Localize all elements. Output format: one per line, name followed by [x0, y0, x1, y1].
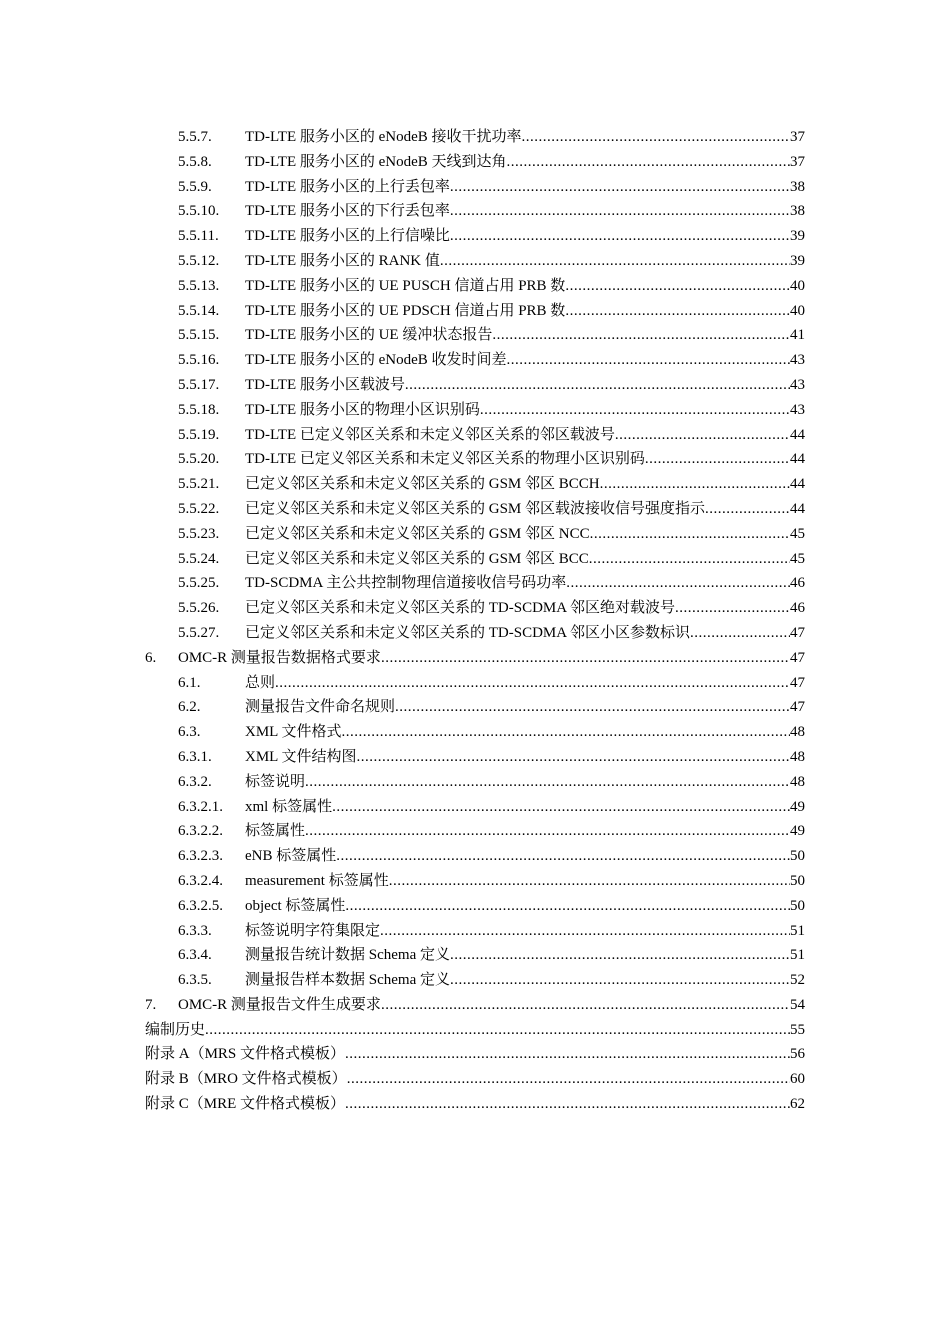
- toc-entry-title: 总则: [245, 674, 276, 691]
- toc-entry-body: [145, 1018, 805, 1043]
- toc-entry[interactable]: [0, 398, 950, 423]
- toc-entry-page-number: 46: [790, 600, 805, 617]
- toc-entry-number: 5.5.16.: [178, 352, 220, 369]
- toc-entry-page-number: 55: [790, 1021, 805, 1038]
- toc-entry-title: XML 文件结构图: [245, 748, 357, 765]
- dot-leader: [566, 571, 790, 596]
- toc-entry-page-number: 51: [790, 947, 805, 964]
- toc-entry[interactable]: [0, 571, 950, 596]
- dot-leader: [345, 1042, 790, 1067]
- dot-leader: [565, 274, 790, 299]
- toc-entry[interactable]: [0, 423, 950, 448]
- toc-entry[interactable]: [0, 472, 950, 497]
- toc-entry-page-number: 48: [790, 724, 805, 741]
- toc-entry-body: [245, 547, 805, 572]
- toc-entry-body: [245, 299, 805, 324]
- toc-entry-body: [245, 175, 805, 200]
- toc-entry-page-number: 44: [790, 426, 805, 443]
- toc-entry-number: 6.3.2.2.: [178, 823, 223, 840]
- toc-entry-title: xml 标签属性: [245, 798, 333, 815]
- toc-entry-number: 5.5.17.: [178, 376, 220, 393]
- toc-entry[interactable]: [0, 621, 950, 646]
- toc-entry[interactable]: [0, 1042, 950, 1067]
- toc-entry-body: [245, 423, 805, 448]
- toc-entry-title: 附录 B（MRO 文件格式模板）: [145, 1071, 347, 1088]
- toc-entry-number: 6.3.2.1.: [178, 798, 223, 815]
- toc-entry[interactable]: [0, 547, 950, 572]
- toc-entry[interactable]: [0, 1018, 950, 1043]
- toc-entry-number: 5.5.23.: [178, 525, 220, 542]
- toc-entry-number: 7.: [145, 996, 157, 1013]
- dot-leader: [450, 943, 790, 968]
- toc-entry-title: 已定义邻区关系和未定义邻区关系的 GSM 邻区 NCC: [245, 525, 590, 542]
- toc-entry-number: 5.5.25.: [178, 575, 220, 592]
- toc-entry-title: TD-LTE 服务小区的 UE PUSCH 信道占用 PRB 数: [245, 277, 566, 294]
- toc-entry[interactable]: [0, 447, 950, 472]
- dot-leader: [345, 894, 790, 919]
- toc-entry-body: [245, 125, 805, 150]
- toc-entry-page-number: 50: [790, 897, 805, 914]
- toc-entry-page-number: 47: [790, 649, 805, 666]
- toc-entry-body: [245, 894, 805, 919]
- dot-leader: [380, 919, 790, 944]
- toc-entry-number: 6.3.3.: [178, 922, 212, 939]
- toc-entry[interactable]: [0, 943, 950, 968]
- dot-leader: [705, 497, 790, 522]
- toc-entry-title: 测量报告样本数据 Schema 定义: [245, 972, 450, 989]
- toc-entry-body: [245, 943, 805, 968]
- toc-entry-body: [245, 869, 805, 894]
- toc-entry-number: 6.3.2.: [178, 773, 212, 790]
- toc-entry-title: OMC-R 测量报告文件生成要求: [178, 996, 381, 1013]
- toc-entry-page-number: 37: [790, 129, 805, 145]
- toc-entry-number: 6.3.2.3.: [178, 848, 223, 865]
- toc-entry-title: TD-SCDMA 主公共控制物理信道接收信号码功率: [245, 575, 567, 592]
- toc-entry-number: 5.5.10.: [178, 203, 220, 220]
- toc-entry-page-number: 38: [790, 178, 805, 195]
- toc-entry-body: [245, 199, 805, 224]
- toc-entry-body: [245, 844, 805, 869]
- toc-entry-page-number: 39: [790, 252, 805, 269]
- toc-entry-body: [245, 398, 805, 423]
- toc-entry-number: 5.5.24.: [178, 550, 220, 567]
- toc-entry-body: [245, 447, 805, 472]
- toc-entry-number: 6.2.: [178, 699, 201, 716]
- toc-entry-number: 5.5.21.: [178, 476, 220, 493]
- toc-entry-page-number: 48: [790, 748, 805, 765]
- toc-entry-title: TD-LTE 服务小区的 eNodeB 接收干扰功率: [245, 129, 522, 145]
- toc-entry[interactable]: [0, 125, 950, 150]
- toc-entry-title: TD-LTE 服务小区的 UE 缓冲状态报告: [245, 327, 493, 344]
- toc-entry-number: 5.5.9.: [178, 178, 212, 195]
- toc-entry-number: 5.5.18.: [178, 401, 220, 418]
- toc-entry-page-number: 49: [790, 823, 805, 840]
- toc-entry[interactable]: [0, 596, 950, 621]
- toc-entry-number: 5.5.11.: [178, 228, 219, 245]
- toc-entry-page-number: 44: [790, 476, 805, 493]
- toc-entry-page-number: 62: [790, 1096, 805, 1113]
- toc-entry-title: TD-LTE 已定义邻区关系和未定义邻区关系的物理小区识别码: [245, 451, 645, 468]
- toc-entry-body: [245, 919, 805, 944]
- toc-entry[interactable]: [0, 522, 950, 547]
- toc-entry-body: [245, 596, 805, 621]
- toc-entry-page-number: 48: [790, 773, 805, 790]
- toc-entry-title: 测量报告统计数据 Schema 定义: [245, 947, 450, 964]
- toc-entry-page-number: 37: [790, 153, 805, 170]
- toc-entry[interactable]: [0, 919, 950, 944]
- toc-entry[interactable]: [0, 770, 950, 795]
- toc-entry-body: [245, 373, 805, 398]
- toc-entry-title: 标签属性: [245, 823, 306, 840]
- dot-leader: [332, 795, 790, 820]
- toc-entry[interactable]: [0, 373, 950, 398]
- dot-leader: [589, 547, 790, 572]
- dot-leader: [381, 646, 790, 671]
- toc-entry-number: 5.5.15.: [178, 327, 220, 344]
- dot-leader: [395, 695, 790, 720]
- toc-entry-title: TD-LTE 服务小区的 eNodeB 天线到达角: [245, 153, 507, 170]
- dot-leader: [305, 770, 790, 795]
- dot-leader: [675, 596, 790, 621]
- toc-entry-body: [245, 323, 805, 348]
- toc-entry-title: TD-LTE 服务小区的物理小区识别码: [245, 401, 480, 418]
- toc-entry-page-number: 47: [790, 699, 805, 716]
- dot-leader: [565, 299, 790, 324]
- toc-entry[interactable]: [0, 249, 950, 274]
- toc-entry-page-number: 54: [790, 996, 805, 1013]
- toc-entry-number: 6.3.5.: [178, 972, 212, 989]
- toc-entry-number: 5.5.7.: [178, 129, 212, 145]
- dot-leader: [205, 1018, 790, 1043]
- toc-entry[interactable]: [0, 1067, 950, 1092]
- toc-entry-number: 5.5.22.: [178, 500, 220, 517]
- toc-entry-title: 已定义邻区关系和未定义邻区关系的 GSM 邻区 BCCH: [245, 476, 600, 493]
- toc-entry[interactable]: [0, 819, 950, 844]
- toc-entry-body: [245, 249, 805, 274]
- toc-entry-page-number: 41: [790, 327, 805, 344]
- toc-entry-title: measurement 标签属性: [245, 872, 389, 889]
- toc-entry-body: [245, 819, 805, 844]
- toc-entry-title: object 标签属性: [245, 897, 346, 914]
- toc-entry-title: 标签说明: [245, 773, 306, 790]
- toc-entry-page-number: 47: [790, 624, 805, 641]
- dot-leader: [615, 423, 790, 448]
- toc-entry-page-number: 43: [790, 376, 805, 393]
- toc-entry-title: TD-LTE 已定义邻区关系和未定义邻区关系的邻区载波号: [245, 426, 615, 443]
- toc-entry-number: 5.5.12.: [178, 252, 220, 269]
- toc-entry-title: TD-LTE 服务小区的 UE PDSCH 信道占用 PRB 数: [245, 302, 566, 319]
- toc-entry-title: TD-LTE 服务小区的 eNodeB 收发时间差: [245, 352, 507, 369]
- toc-entry-body: [245, 224, 805, 249]
- toc-entry-title: TD-LTE 服务小区的下行丢包率: [245, 203, 450, 220]
- toc-entry[interactable]: [0, 348, 950, 373]
- toc-entry-title: 已定义邻区关系和未定义邻区关系的 TD-SCDMA 邻区绝对载波号: [245, 600, 676, 617]
- toc-entry[interactable]: [0, 695, 950, 720]
- toc-entry-title: 附录 A（MRS 文件格式模板）: [145, 1046, 346, 1063]
- toc-entry-body: [245, 571, 805, 596]
- dot-leader: [600, 472, 790, 497]
- dot-leader: [389, 869, 790, 894]
- dot-leader: [522, 125, 790, 150]
- toc-entry[interactable]: [0, 993, 950, 1018]
- toc-entry-title: OMC-R 测量报告数据格式要求: [178, 649, 381, 666]
- toc-entry-body: [245, 274, 805, 299]
- toc-entry-title: 已定义邻区关系和未定义邻区关系的 TD-SCDMA 邻区小区参数标识: [245, 624, 691, 641]
- toc-entry[interactable]: [0, 894, 950, 919]
- dot-leader: [405, 373, 790, 398]
- toc-entry-body: [245, 770, 805, 795]
- toc-entry-number: 5.5.19.: [178, 426, 220, 443]
- toc-entry-body: [145, 1067, 805, 1092]
- toc-entry[interactable]: [0, 199, 950, 224]
- toc-entry-body: [245, 472, 805, 497]
- toc-entry-page-number: 46: [790, 575, 805, 592]
- toc-entry[interactable]: [0, 869, 950, 894]
- dot-leader: [450, 199, 790, 224]
- toc-entry[interactable]: [0, 844, 950, 869]
- toc-entry[interactable]: [0, 745, 950, 770]
- dot-leader: [480, 398, 790, 423]
- toc-entry-body: [178, 646, 805, 671]
- dot-leader: [507, 348, 790, 373]
- toc-entry-title: TD-LTE 服务小区的上行信噪比: [245, 228, 450, 245]
- toc-entry-page-number: 44: [790, 451, 805, 468]
- toc-entry[interactable]: [0, 175, 950, 200]
- toc-entry[interactable]: [0, 150, 950, 175]
- toc-entry-number: 6.3.: [178, 724, 201, 741]
- toc-entry-page-number: 43: [790, 401, 805, 418]
- toc-entry[interactable]: [0, 720, 950, 745]
- toc-entry-page-number: 44: [790, 500, 805, 517]
- toc-entry-number: 5.5.14.: [178, 302, 220, 319]
- toc-entry[interactable]: [0, 968, 950, 993]
- toc-entry-number: 5.5.27.: [178, 624, 220, 641]
- toc-entry-page-number: 51: [790, 922, 805, 939]
- toc-entry-title: 测量报告文件命名规则: [245, 699, 396, 716]
- toc-entry-number: 6.3.1.: [178, 748, 212, 765]
- toc-entry[interactable]: [0, 497, 950, 522]
- toc-entry-body: [145, 1092, 805, 1117]
- toc-entry-number: 5.5.20.: [178, 451, 220, 468]
- dot-leader: [275, 671, 790, 696]
- toc-entry-page-number: 50: [790, 848, 805, 865]
- dot-leader: [450, 175, 790, 200]
- toc-entry-page-number: 47: [790, 674, 805, 691]
- toc-entry-body: [178, 993, 805, 1018]
- dot-leader: [381, 993, 790, 1018]
- toc-entry-body: [245, 671, 805, 696]
- dot-leader: [345, 1092, 790, 1117]
- toc-entry-page-number: 45: [790, 525, 805, 542]
- toc-entry-page-number: 40: [790, 302, 805, 319]
- toc-entry-body: [245, 497, 805, 522]
- toc-entry-body: [245, 968, 805, 993]
- dot-leader: [450, 968, 790, 993]
- toc-entry[interactable]: [0, 795, 950, 820]
- dot-leader: [645, 447, 790, 472]
- dot-leader: [342, 720, 790, 745]
- toc-entry-number: 5.5.26.: [178, 600, 220, 617]
- toc-entry[interactable]: [0, 274, 950, 299]
- toc-entry-body: [245, 720, 805, 745]
- toc-entry-number: 6.3.4.: [178, 947, 212, 964]
- dot-leader: [690, 621, 790, 646]
- toc-entry-title: eNB 标签属性: [245, 848, 337, 865]
- dot-leader: [492, 323, 790, 348]
- toc-entry-number: 6.3.2.4.: [178, 872, 223, 889]
- toc-entry-title: 编制历史: [145, 1021, 206, 1038]
- toc-entry-body: [245, 522, 805, 547]
- toc-entry-page-number: 52: [790, 972, 805, 989]
- toc-entry-title: 已定义邻区关系和未定义邻区关系的 GSM 邻区 BCC: [245, 550, 589, 567]
- toc-entry-number: 5.5.13.: [178, 277, 220, 294]
- toc-entry-body: [245, 695, 805, 720]
- toc-entry-title: TD-LTE 服务小区的 RANK 值: [245, 252, 440, 269]
- toc-entry-body: [145, 1042, 805, 1067]
- toc-entry-page-number: 45: [790, 550, 805, 567]
- toc-entry-page-number: 40: [790, 277, 805, 294]
- dot-leader: [347, 1067, 790, 1092]
- toc-entry-title: TD-LTE 服务小区的上行丢包率: [245, 178, 450, 195]
- dot-leader: [590, 522, 790, 547]
- dot-leader: [440, 249, 790, 274]
- toc-entry-number: 5.5.8.: [178, 153, 212, 170]
- toc-entry[interactable]: [0, 299, 950, 324]
- toc-entry-page-number: 56: [790, 1046, 805, 1063]
- toc-entry[interactable]: [0, 671, 950, 696]
- toc-entry[interactable]: [0, 646, 950, 671]
- toc-entry[interactable]: [0, 224, 950, 249]
- toc-entry-page-number: 39: [790, 228, 805, 245]
- toc-entry-page-number: 49: [790, 798, 805, 815]
- dot-leader: [336, 844, 790, 869]
- toc-entry-page-number: 50: [790, 872, 805, 889]
- toc-entry-body: [245, 795, 805, 820]
- toc-entry-body: [245, 150, 805, 175]
- toc-entry-title: 已定义邻区关系和未定义邻区关系的 GSM 邻区载波接收信号强度指示: [245, 500, 706, 517]
- toc-entry-title: XML 文件格式: [245, 724, 342, 741]
- dot-leader: [357, 745, 790, 770]
- toc-entry[interactable]: [0, 323, 950, 348]
- toc-entry-title: 附录 C（MRE 文件格式模板）: [145, 1096, 346, 1113]
- toc-entry-title: 标签说明字符集限定: [245, 922, 381, 939]
- toc-entry-number: 6.3.2.5.: [178, 897, 223, 914]
- toc-entry-page-number: 38: [790, 203, 805, 220]
- toc-entry-body: [245, 621, 805, 646]
- dot-leader: [450, 224, 790, 249]
- toc-entry-body: [245, 348, 805, 373]
- toc-entry-page-number: 60: [790, 1071, 805, 1088]
- dot-leader: [507, 150, 790, 175]
- toc-entry-title: TD-LTE 服务小区载波号: [245, 376, 405, 393]
- dot-leader: [305, 819, 790, 844]
- toc-entry-page-number: 43: [790, 352, 805, 369]
- toc-entry-body: [245, 745, 805, 770]
- toc-entry[interactable]: [0, 1092, 950, 1117]
- toc-entry-number: 6.: [145, 649, 157, 666]
- table-of-contents: [0, 125, 950, 1117]
- toc-entry-number: 6.1.: [178, 674, 201, 691]
